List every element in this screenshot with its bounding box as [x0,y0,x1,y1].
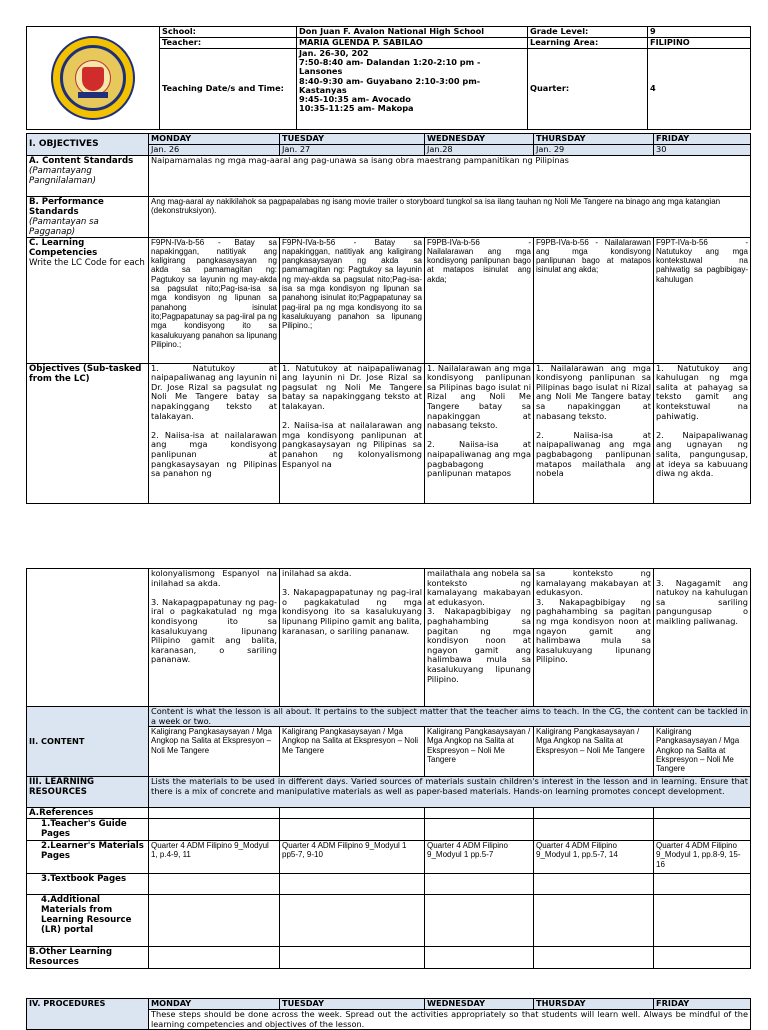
school-seal-logo [51,36,135,120]
quarter-label: Quarter: [528,49,648,130]
objective-cell-monday: 1. Natutukoy at naipapaliwanag ang layunin ni Dr. Jose Rizal sa pagsulat ng Noli Me Tangere batay sa napakinggang teksto at talakayan. 2. Naiisa-isa at nailalarawan ang mga kondisyong panlipunan at pangkasaysayan ng Pilipinas sa panahon ng [149,363,280,503]
lc-cell-thursday: F9PB-IVa-b-56 - Nailalarawan ang mga kondisyong panlipunan bago at matapos isinulat ang akda; [534,237,654,363]
content-cell-tuesday: Kaligirang Pangkasaysayan / Mga Angkop na Salita at Ekspresyon – Noli Me Tangere [280,727,425,777]
objective-cell-thursday: 1. Nailalarawan ang mga kondisyong panlipunan sa Pilipinas bago isulat ni Rizal ang Noli Me Tangere batay sa napakinggan at nabasang teksto. 2. Naiisa-isa at naipapaliwanag ang mga pagbabagong panlipunan matapos mailathala ang nobela [534,363,654,503]
school-name: Don Juan F. Avalon National High School [297,27,528,38]
day-header: MONDAY [149,999,280,1010]
day-header: FRIDAY [654,999,751,1010]
teacher-label: Teacher: [160,38,297,49]
tb-cell [654,874,751,895]
references-cell [425,808,534,819]
teacher-name: MARIA GLENDA P. SABILAO [297,38,528,49]
content-standards-subtitle: (Pamantayang Pangnilalaman) [29,165,96,186]
learning-resources-heading: III. LEARNING RESOURCES [27,777,149,808]
lm-cell-friday: Quarter 4 ADM Filipino 9_Modyul 1, pp.8-9, 15-16 [654,841,751,874]
lm-cell-monday: Quarter 4 ADM Filipino 9_Modyul 1, p.4-9, 11 [149,841,280,874]
content-cell-wednesday: Kaligirang Pangkasaysayan / Mga Angkop na Salita at Ekspresyon – Noli Me Tangere [425,727,534,777]
lm-cell-thursday: Quarter 4 ADM Filipino 9_Modyul 1, pp.5-7, 14 [534,841,654,874]
objective-cont-monday: kolonyalismong Espanyol na inilahad sa akda. 3. Nakapagpapatunay ng pag-iral o pagkakatulad ng mga kondisyong ito sa kasalukuyang lipunang Pilipino gamit ang balita, karanasan, o sariling pananaw. [149,569,280,707]
tb-cell [425,874,534,895]
lc-cell-tuesday: F9PN-IVa-b-56 - Batay sa napakinggan, natitiyak ang kaligirang pangkasaysayan ng akda sa pamamagitan ng: Pagtukoy sa layunin ng may-akda sa pagsulat nito;Pag-isa-isa sa mga kondisyon ng lipunan sa panahong isinulat ito;Pagpapatunay sa pag-iiral pa ng mga kondisyong ito sa kasalukuyang panahon sa lipunang Pilipino.; [280,237,425,363]
references-cell [149,808,280,819]
day-header: WEDNESDAY [425,134,534,145]
objective-cont-friday: 3. Nagagamit ang natukoy na kahulugan sa sariling pangungusap o maikling paliwanag. [654,569,751,707]
date-cell: Jan.28 [425,145,534,156]
objective-cont-wednesday: mailathala ang nobela sa konteksto ng kamalayang makabayan at edukasyon. 3. Nakapagbibigay ng paghahambing sa pagitan ng mga kondisyon noon at ngayon gamit ang halimbawa mula sa kasalukuyang lipunang Pilipino. [425,569,534,707]
grade-level-label: Grade Level: [528,27,648,38]
day-header: TUESDAY [280,134,425,145]
page2-table [26,568,751,969]
objectives-table [26,133,751,504]
day-header: FRIDAY [654,134,751,145]
content-cell-monday: Kaligirang Pangkasaysayan / Mga Angkop na Salita at Ekspresyon – Noli Me Tangere [149,727,280,777]
objective-cont-tuesday: inilahad sa akda. 3. Nakapagpapatunay ng pag-iral o pagkakatulad ng mga kondisyong ito sa kasalukuyang lipunang Pilipino gamit ang balita, karanasan, o sariling pananaw. [280,569,425,707]
tg-cell [425,819,534,841]
learning-competencies-title: C. Learning Competencies [29,237,98,258]
lc-cell-monday: F9PN-IVa-b-56 - Batay sa napakinggan, natitiyak ang kaligirang pangkasaysayan ng akda sa pamamagitan ng: Pagtukoy sa layunin ng may-akda sa pagsulat nito;Pag-isa-isa sa mga kondisyon ng lipunan sa panahong isinulat ito;Pagpapatunay sa pag-iiral pa ng mga kondisyong ito sa kasalukuyang panahon sa lipunang Pilipino.; [149,237,280,363]
performance-standards-label [27,196,149,237]
procedures-note: These steps should be done across the week. Spread out the activities appropriately so that students will learn well. Always be mindful of the learning competencies and objectives of the lesson. [149,1010,751,1030]
date-cell: Jan. 29 [534,145,654,156]
olr-cell [534,947,654,969]
performance-standards-title: B. Performance Standards [29,196,104,217]
performance-standards-subtitle: (Pamantayan sa Pagganap) [29,216,99,237]
objectives-subtasked-label: Objectives (Sub-tasked from the LC) [27,363,149,503]
am-cell [425,895,534,947]
tg-cell [280,819,425,841]
tb-cell [280,874,425,895]
am-cell [534,895,654,947]
tb-cell [149,874,280,895]
content-standards-label [27,155,149,196]
procedures-heading: IV. PROCEDURES [27,999,149,1030]
learning-competencies-subtitle: Write the LC Code for each [29,257,145,268]
teaching-time-value: Jan. 26-30, 202 7:50-8:40 am- Dalandan 1:20-2:10 pm - Lansones 8:40-9:30 am- Guyabano 2:10-3:00 pm- Kastanyas 9:45-10:35 am- Avocado 10:35-11:25 am- Makopa [297,49,528,130]
school-logo-cell [27,27,160,130]
textbook-pages-label: 3.Textbook Pages [27,874,149,895]
tg-cell [534,819,654,841]
objective-cell-tuesday: 1. Natutukoy at naipapaliwanag ang layunin ni Dr. Jose Rizal sa pagsulat ng Noli Me Tangere batay sa napakinggang teksto at talakayan. 2. Naiisa-isa at nailalarawan ang mga kondisyong panlipunan at pangkasaysayan ng Pilipinas sa panahon ng kolonyalismong Espanyol na [280,363,425,503]
lc-cell-wednesday: F9PB-IVa-b-56 - Nailalarawan ang mga kondisyong panlipunan bago at matapos isinulat ang akda; [425,237,534,363]
grade-level-value: 9 [648,27,751,38]
tb-cell [534,874,654,895]
objectives-heading: I. OBJECTIVES [27,134,149,156]
content-cell-thursday: Kaligirang Pangkasaysayan / Mga Angkop na Salita at Ekspresyon – Noli Me Tangere [534,727,654,777]
day-header: THURSDAY [534,999,654,1010]
learners-materials-label: 2.Learner's Materials Pages [27,841,149,874]
references-cell [280,808,425,819]
teaching-time-label: Teaching Date/s and Time: [160,49,297,130]
content-standards-text: Naipamamalas ng mga mag-aaral ang pag-unawa sa isang obra maestrang pampanitikan ng Pilipinas [149,155,751,196]
am-cell [149,895,280,947]
objectives-continued-label [27,569,149,707]
content-heading: II. CONTENT [27,707,149,777]
references-label: A.References [27,808,149,819]
references-cell [654,808,751,819]
tg-cell [149,819,280,841]
day-header: WEDNESDAY [425,999,534,1010]
header-table [26,26,751,130]
content-note: Content is what the lesson is all about. It pertains to the subject matter that the teacher aims to teach. In the CG, the content can be tackled in a week or two. [149,707,751,727]
objective-cont-thursday: sa konteksto ng kamalayang makabayan at edukasyon. 3. Nakapagbibigay ng paghahambing sa pagitan ng mga kondisyon noon at ngayon gamit ang halimbawa mula sa kasalukuyang lipunang Pilipino. [534,569,654,707]
content-standards-title: A. Content Standards [29,155,134,166]
am-cell [654,895,751,947]
learning-area-value: FILIPINO [648,38,751,49]
teachers-guide-label: 1.Teacher's Guide Pages [27,819,149,841]
objective-cell-wednesday: 1. Nailalarawan ang mga kondisyong panlipunan sa Pilipinas bago isulat ni Rizal ang Noli Me Tangere batay sa napakinggan at nabasang teksto. 2. Naiisa-isa at naipapaliwanag ang mga pagbabagong panlipunan matapos [425,363,534,503]
other-resources-label: B.Other Learning Resources [27,947,149,969]
procedures-table [26,998,751,1030]
olr-cell [149,947,280,969]
lm-cell-tuesday: Quarter 4 ADM Filipino 9_Modyul 1 pp5-7, 9-10 [280,841,425,874]
olr-cell [425,947,534,969]
learning-competencies-label [27,237,149,363]
school-label: School: [160,27,297,38]
olr-cell [654,947,751,969]
date-cell: Jan. 27 [280,145,425,156]
day-header: THURSDAY [534,134,654,145]
quarter-value: 4 [648,49,751,130]
lm-cell-wednesday: Quarter 4 ADM Filipino 9_Modyul 1 pp.5-7 [425,841,534,874]
learning-area-label: Learning Area: [528,38,648,49]
day-header: TUESDAY [280,999,425,1010]
lc-cell-friday: F9PT-IVa-b-56 - Natutukoy ang mga kontekstuwal na pahiwatig sa pagbibigay-kahulugan [654,237,751,363]
additional-materials-label: 4.Additional Materials from Learning Resource (LR) portal [27,895,149,947]
content-cell-friday: Kaligirang Pangkasaysayan / Mga Angkop na Salita at Ekspresyon – Noli Me Tangere [654,727,751,777]
references-cell [534,808,654,819]
performance-standards-text: Ang mag-aaral ay nakikilahok sa pagpapalabas ng isang movie trailer o storyboard tungkol sa isa ilang tauhan ng Noli Me Tangere na binago ang mga katangian (dekonstruksiyon). [149,196,751,237]
date-cell: 30 [654,145,751,156]
tg-cell [654,819,751,841]
olr-cell [280,947,425,969]
learning-resources-note: Lists the materials to be used in different days. Varied sources of materials sustain children's interest in the lesson and in learning. Ensure that there is a mix of concrete and manipulative materials as well as paper-based materials. Hands-on learning promotes concept development. [149,777,751,808]
day-header: MONDAY [149,134,280,145]
am-cell [280,895,425,947]
objective-cell-friday: 1. Natutukoy ang kahulugan ng mga salita at pahayag sa teksto gamit ang kontekstuwal na pahiwatig. 2. Naipapaliwanag ang ugnayan ng salita, pangungusap, at ideya sa kabuuang diwa ng akda. [654,363,751,503]
date-cell: Jan. 26 [149,145,280,156]
